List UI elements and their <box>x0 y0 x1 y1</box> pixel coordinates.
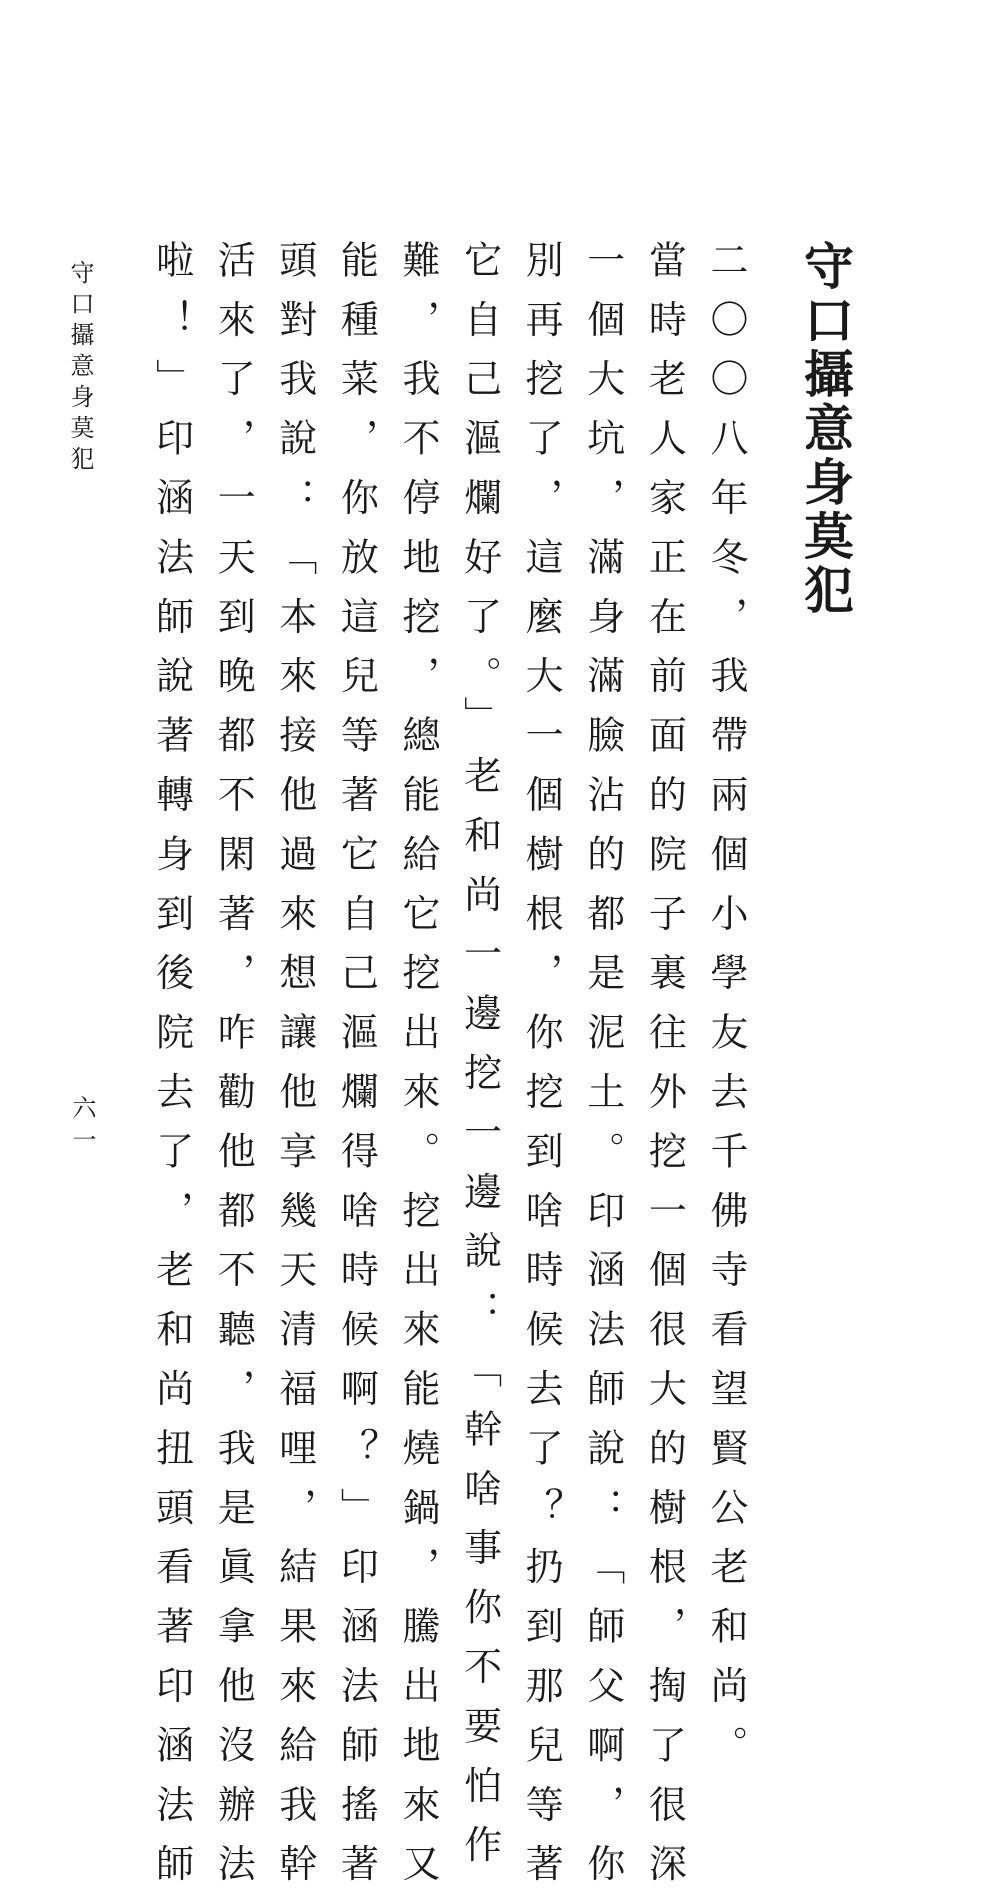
chapter-title: 守口攝意身莫犯 <box>796 240 854 618</box>
text-column-3: 一個大坑，滿身滿臉沾的都是泥土。印涵法師說：「師父啊，你 <box>580 240 625 1903</box>
text-column-2: 當時老人家正在前面的院子裏往外挖一個很大的樹根，掏了很深 <box>642 240 687 1903</box>
text-column-1: 二〇〇八年冬，我帶兩個小學友去千佛寺看望賢公老和尚。 <box>703 240 748 1785</box>
text-column-9: 活來了，一天到晚都不閑著，咋勸他都不聽，我是眞拿他沒辦法 <box>211 240 256 1903</box>
page-number: 六一 <box>68 1095 96 1159</box>
text-column-10: 啦！」印涵法師說著轉身到後院去了，老和尚扭頭看著印涵法師 <box>149 240 194 1903</box>
body-text <box>140 240 756 1903</box>
text-column-5: 它自己漚爛好了。」老和尚一邊挖一邊說：「幹啥事你不要怕作 <box>457 240 502 1885</box>
text-column-4: 別再挖了，這麼大一個樹根，你挖到啥時候去了？扔到那兒等著 <box>519 240 564 1903</box>
text-column-6: 難，我不停地挖，總能給它挖出來。挖出來能燒鍋，騰出地來又 <box>395 240 440 1903</box>
running-head: 守口攝意身莫犯 <box>66 260 94 477</box>
text-column-7: 能種菜，你放這兒等著它自己漚爛得啥時候啊？」印涵法師搖著 <box>334 240 379 1903</box>
text-column-8: 頭對我說：「本來接他過來想讓他享幾天清福哩，結果來給我幹 <box>272 240 317 1903</box>
